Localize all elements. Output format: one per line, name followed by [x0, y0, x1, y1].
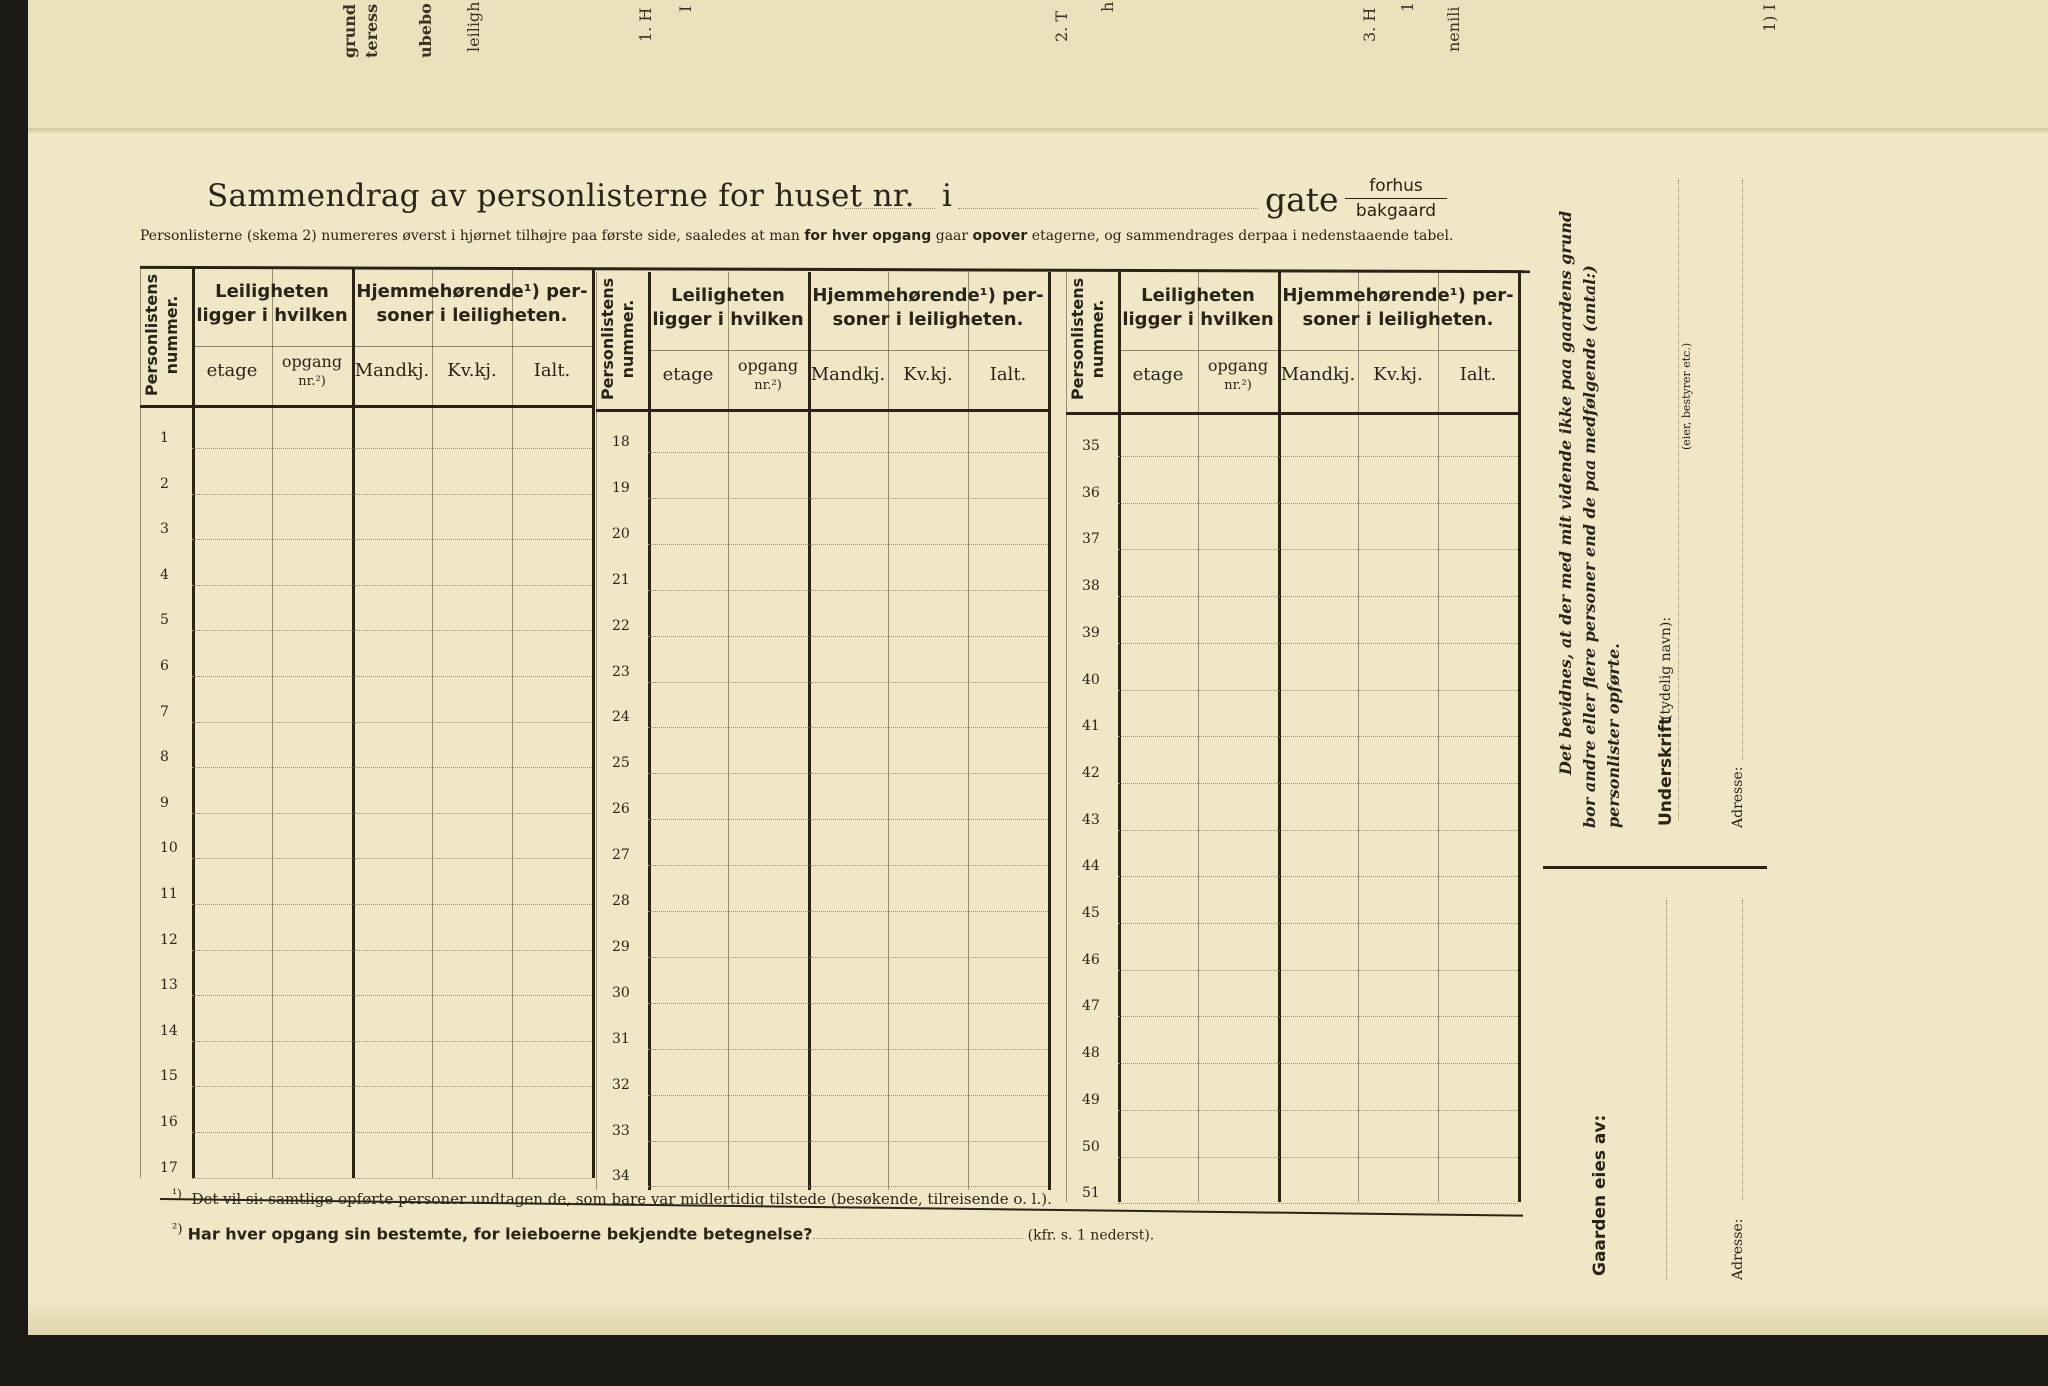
- block1-row-number: 17: [160, 1159, 178, 1176]
- block1-row-line[interactable]: [192, 448, 592, 449]
- instructions-bold1: for hver opgang: [804, 228, 932, 244]
- block3-num-header-2: nummer.: [1088, 299, 1107, 379]
- block3-row-number: 49: [1082, 1091, 1100, 1108]
- block3-kvkj-header: Kv.kj.: [1373, 364, 1423, 385]
- block1-num-header: [142, 270, 182, 400]
- block1-row-line[interactable]: [192, 1132, 592, 1133]
- owner-address-label: Adresse:: [1730, 1218, 1746, 1280]
- forhus-bakgaard-choice: [1345, 176, 1447, 221]
- block1-col-line-6: [592, 268, 595, 1178]
- block2-header-mid-line: [648, 350, 1048, 351]
- page-fold-shadow: [28, 128, 2048, 134]
- block3-row-line[interactable]: [1118, 736, 1518, 737]
- footnote-1-text: Det vil si: samtlige opførte personer undtagen de, som bare var midlertidig tilstede (besøkende, tilreisende o. l.).: [191, 1190, 1052, 1208]
- fragment-nenili: nenili: [1444, 6, 1463, 52]
- block1-row-line[interactable]: [192, 630, 592, 631]
- block2-row-number: 31: [612, 1030, 630, 1047]
- block3-num-header-1: Personlistens: [1068, 277, 1087, 401]
- block1-etage-header: etage: [206, 360, 258, 381]
- block2-row-number: 28: [612, 893, 630, 909]
- block3-row-number: 40: [1082, 671, 1100, 688]
- block2-row-line[interactable]: [648, 773, 1048, 774]
- fragment-teress: teress: [362, 3, 381, 58]
- block3-row-line[interactable]: [1118, 1157, 1518, 1158]
- block2-row-line[interactable]: [648, 498, 1048, 499]
- title-gate: gate: [1265, 180, 1339, 219]
- block2-mandkj-header: Mandkj.: [810, 364, 886, 385]
- form-title: Sammendrag av personlisterne for huset nr.: [207, 178, 915, 214]
- block3-row-line[interactable]: [1118, 830, 1518, 831]
- block3-row-line[interactable]: [1118, 876, 1518, 877]
- fragment-footnote: 1) I: [1760, 4, 1779, 32]
- block1-row-number: 2: [160, 475, 169, 492]
- block2-num-header: [598, 274, 638, 404]
- block2-row-line[interactable]: [648, 682, 1048, 683]
- fragment-leiligh: leiligh: [464, 1, 483, 52]
- block1-hjem-header-1: Hjemmehørende¹) per-: [356, 281, 588, 302]
- block3-row-line[interactable]: [1118, 1016, 1518, 1017]
- background-desk: [0, 1335, 2048, 1386]
- block3-leil-header-1: Leiligheten: [1141, 285, 1255, 306]
- owner-label: Gaarden eies av:: [1590, 1114, 1610, 1276]
- block3-row-number: 42: [1082, 764, 1100, 781]
- signature-label: Underskrift: [1656, 716, 1676, 826]
- instructions-part3: etagerne, og sammendrages derpaa i nedenstaaende tabel.: [1027, 228, 1454, 244]
- block1-row-number: 3: [160, 521, 169, 538]
- block3-ialt-header: Ialt.: [1459, 364, 1497, 385]
- fragment-grund: grund: [340, 3, 359, 58]
- block1-leil-header-1: Leiligheten: [215, 281, 329, 302]
- block2-row-line[interactable]: [648, 819, 1048, 820]
- fragment-h: h: [1098, 1, 1117, 12]
- footnote-1-mark: ¹): [172, 1186, 182, 1201]
- block2-etage-header: etage: [662, 364, 714, 385]
- block3-etage-header: etage: [1132, 364, 1184, 385]
- block2-hjem-header-2: soner i leiligheten.: [832, 309, 1024, 330]
- block1-header-mid-line: [192, 346, 592, 347]
- block3-row-number: 38: [1082, 578, 1100, 595]
- block1-row-line[interactable]: [192, 676, 592, 677]
- house-number-line[interactable]: [845, 208, 935, 209]
- block2-row-number: 24: [612, 709, 630, 726]
- fragment-ubebo: ubebo: [416, 3, 435, 58]
- block3-num-header: [1068, 274, 1108, 404]
- block1-row-number: 10: [160, 840, 178, 857]
- block3-row-number: 44: [1082, 858, 1100, 875]
- block3-hjem-header-1: Hjemmehørende¹) per-: [1282, 285, 1514, 306]
- block3-row-line[interactable]: [1118, 596, 1518, 597]
- instructions: [140, 228, 1454, 244]
- footnote-2: [172, 1222, 1154, 1243]
- block3-hjem-header-2: soner i leiligheten.: [1302, 309, 1494, 330]
- side-separator: [1543, 866, 1767, 869]
- block3-row-number: 45: [1082, 905, 1100, 921]
- signature-hint: (tydelig navn):: [1658, 616, 1674, 720]
- block3-row-line[interactable]: [1118, 549, 1518, 550]
- block2-hjem-header-1: Hjemmehørende¹) per-: [812, 285, 1044, 306]
- block2-row-line[interactable]: [648, 590, 1048, 591]
- street-name-line[interactable]: [958, 208, 1258, 209]
- declaration-line-1: Det bevidnes, at der med mit vidende ikke paa gaardens grund: [1556, 210, 1575, 775]
- block1-row-line[interactable]: [192, 995, 592, 996]
- footnote-2-answer-line[interactable]: [813, 1238, 1023, 1239]
- block2-leil-header-2: ligger i hvilken: [652, 309, 804, 330]
- block1-row-number: 8: [160, 749, 169, 766]
- block3-header-mid-line: [1118, 350, 1518, 351]
- footnote-2-text: Har hver opgang sin bestemte, for leieboerne bekjendte betegnelse?: [187, 1224, 813, 1244]
- block3-header-bottom-line: [1066, 412, 1518, 415]
- instructions-part2: gaar: [931, 228, 973, 244]
- block1-row-number: 16: [160, 1114, 178, 1130]
- forhus-label: forhus: [1369, 176, 1423, 196]
- block2-row-line[interactable]: [648, 636, 1048, 637]
- block1-row-number: 4: [160, 566, 169, 583]
- block1-row-line[interactable]: [192, 722, 592, 723]
- block2-row-number: 30: [612, 984, 630, 1001]
- block3-row-line[interactable]: [1118, 503, 1518, 504]
- block3-row-line[interactable]: [1118, 970, 1518, 971]
- block1-kvkj-header: Kv.kj.: [447, 360, 497, 381]
- block2-row-number: 29: [612, 938, 630, 955]
- block1-ialt-header: Ialt.: [533, 360, 571, 381]
- block1-row-number: 1: [160, 430, 169, 446]
- block2-opgang-header-2: nr.²): [754, 378, 782, 393]
- fragment-1: 1: [1398, 1, 1417, 12]
- fragment-I: I: [676, 5, 695, 12]
- block2-row-number: 34: [612, 1168, 630, 1185]
- block1-row-number: 15: [160, 1068, 178, 1085]
- block1-row-number: 7: [160, 703, 169, 720]
- block2-row-line[interactable]: [648, 544, 1048, 545]
- block3-row-number: 35: [1082, 438, 1100, 454]
- block1-opgang-header-1: opgang: [281, 352, 343, 371]
- block3-mandkj-header: Mandkj.: [1280, 364, 1356, 385]
- block2-row-line[interactable]: [648, 865, 1048, 866]
- block2-row-line[interactable]: [648, 1003, 1048, 1004]
- declaration-line-3: personlister opførte.: [1604, 643, 1623, 828]
- block2-row-line[interactable]: [648, 957, 1048, 958]
- title-i: i: [942, 178, 952, 214]
- block1-row-number: 9: [160, 794, 169, 811]
- block2-col-line-6: [1048, 272, 1051, 1190]
- block3-row-line[interactable]: [1118, 690, 1518, 691]
- block2-opgang-header-1: opgang: [737, 356, 799, 375]
- block3-row-line[interactable]: [1118, 456, 1518, 457]
- block3-row-number: 50: [1082, 1138, 1100, 1155]
- block3-row-line[interactable]: [1118, 1110, 1518, 1111]
- block3-row-number: 46: [1082, 951, 1100, 968]
- owner-address-line[interactable]: [1742, 900, 1743, 1200]
- block2-row-line[interactable]: [648, 1141, 1048, 1142]
- block1-row-line[interactable]: [192, 904, 592, 905]
- block3-row-line[interactable]: [1118, 923, 1518, 924]
- owner-line[interactable]: [1666, 900, 1667, 1280]
- block3-row-number: 41: [1082, 718, 1100, 735]
- block1-row-line[interactable]: [192, 585, 592, 586]
- block1-row-line[interactable]: [192, 1178, 592, 1179]
- block1-opgang-header-2: nr.²): [298, 374, 326, 389]
- block1-hjem-header-2: soner i leiligheten.: [376, 305, 568, 326]
- block3-row-number: 47: [1082, 998, 1100, 1015]
- signature-line[interactable]: [1678, 180, 1679, 820]
- block2-row-number: 23: [612, 663, 630, 680]
- instructions-bold2: opover: [972, 228, 1028, 244]
- footnote-1: [172, 1186, 1052, 1208]
- block2-row-number: 33: [612, 1122, 630, 1139]
- block2-row-number: 22: [612, 617, 630, 634]
- block3-row-number: 36: [1082, 484, 1100, 501]
- block1-row-line[interactable]: [192, 539, 592, 540]
- block1-row-line[interactable]: [192, 1041, 592, 1042]
- bakgaard-label: bakgaard: [1355, 201, 1437, 221]
- block3-row-line[interactable]: [1118, 1063, 1518, 1064]
- fraction-line: [1345, 198, 1447, 199]
- block1-row-line[interactable]: [192, 813, 592, 814]
- footnote-2-mark: ²): [172, 1222, 183, 1237]
- block2-row-number: 19: [612, 479, 630, 496]
- address-line[interactable]: [1742, 180, 1743, 760]
- block3-row-number: 39: [1082, 624, 1100, 641]
- block2-row-number: 20: [612, 525, 630, 542]
- block3-opgang-header-1: opgang: [1207, 356, 1269, 375]
- block3-leil-header-2: ligger i hvilken: [1122, 309, 1274, 330]
- block2-num-header-1: Personlistens: [598, 277, 617, 401]
- block3-row-number: 37: [1082, 531, 1100, 548]
- block3-row-line[interactable]: [1118, 1203, 1518, 1204]
- signature-role: (eier, bestyrer etc.): [1680, 342, 1693, 450]
- block2-row-line[interactable]: [648, 1095, 1048, 1096]
- previous-page-fold: [28, 0, 2048, 128]
- block1-row-line[interactable]: [192, 858, 592, 859]
- block2-row-line[interactable]: [648, 727, 1048, 728]
- block1-row-line[interactable]: [192, 494, 592, 495]
- block1-row-number: 14: [160, 1022, 178, 1039]
- block2-row-line[interactable]: [648, 452, 1048, 453]
- block2-row-line[interactable]: [648, 1049, 1048, 1050]
- block1-num-header-1: Personlistens: [142, 273, 161, 397]
- block1-row-number: 5: [160, 612, 169, 629]
- block2-row-number: 27: [612, 847, 630, 864]
- block1-row-line[interactable]: [192, 950, 592, 951]
- block3-opgang-header-2: nr.²): [1224, 378, 1252, 393]
- instructions-part1: Personlisterne (skema 2) numereres øverst i hjørnet tilhøjre paa første side, saaledes at man: [140, 228, 805, 244]
- block3-row-number: 51: [1082, 1185, 1100, 1202]
- block1-row-number: 13: [160, 977, 178, 994]
- block1-mandkj-header: Mandkj.: [354, 360, 430, 381]
- block3-row-number: 43: [1082, 811, 1100, 828]
- block3-row-line[interactable]: [1118, 783, 1518, 784]
- block1-row-line[interactable]: [192, 1086, 592, 1087]
- block2-row-line[interactable]: [648, 911, 1048, 912]
- block1-row-line[interactable]: [192, 767, 592, 768]
- block2-header-bottom-line: [596, 409, 1048, 412]
- block2-row-number: 18: [612, 434, 630, 450]
- page-bottom-shadow: [28, 1300, 2048, 1340]
- block2-row-number: 21: [612, 571, 630, 588]
- fragment-3h: 3. H: [1360, 7, 1379, 42]
- block2-row-number: 25: [612, 755, 630, 772]
- block2-ialt-header: Ialt.: [989, 364, 1027, 385]
- block2-leil-header-1: Leiligheten: [671, 285, 785, 306]
- block2-row-number: 26: [612, 801, 630, 818]
- footnote-2-tail: (kfr. s. 1 nederst).: [1027, 1227, 1155, 1244]
- block2-kvkj-header: Kv.kj.: [903, 364, 953, 385]
- fragment-1h: 1. H: [636, 7, 655, 42]
- block3-row-number: 48: [1082, 1045, 1100, 1062]
- fragment-2t: 2. T: [1052, 10, 1071, 42]
- block3-col-line-6: [1518, 272, 1521, 1202]
- block1-row-number: 11: [160, 886, 178, 902]
- declaration-line-2: bor andre eller flere personer end de paa medfølgende (antal:): [1580, 265, 1599, 828]
- block1-header-bottom-line: [140, 405, 592, 408]
- block1-leil-header-2: ligger i hvilken: [196, 305, 348, 326]
- block1-row-number: 12: [160, 931, 178, 948]
- block3-row-line[interactable]: [1118, 643, 1518, 644]
- block2-num-header-2: nummer.: [618, 299, 637, 379]
- block1-row-number: 6: [160, 658, 169, 674]
- block1-num-header-2: nummer.: [162, 295, 181, 375]
- address-label: Adresse:: [1730, 766, 1746, 828]
- block2-row-number: 32: [612, 1076, 630, 1093]
